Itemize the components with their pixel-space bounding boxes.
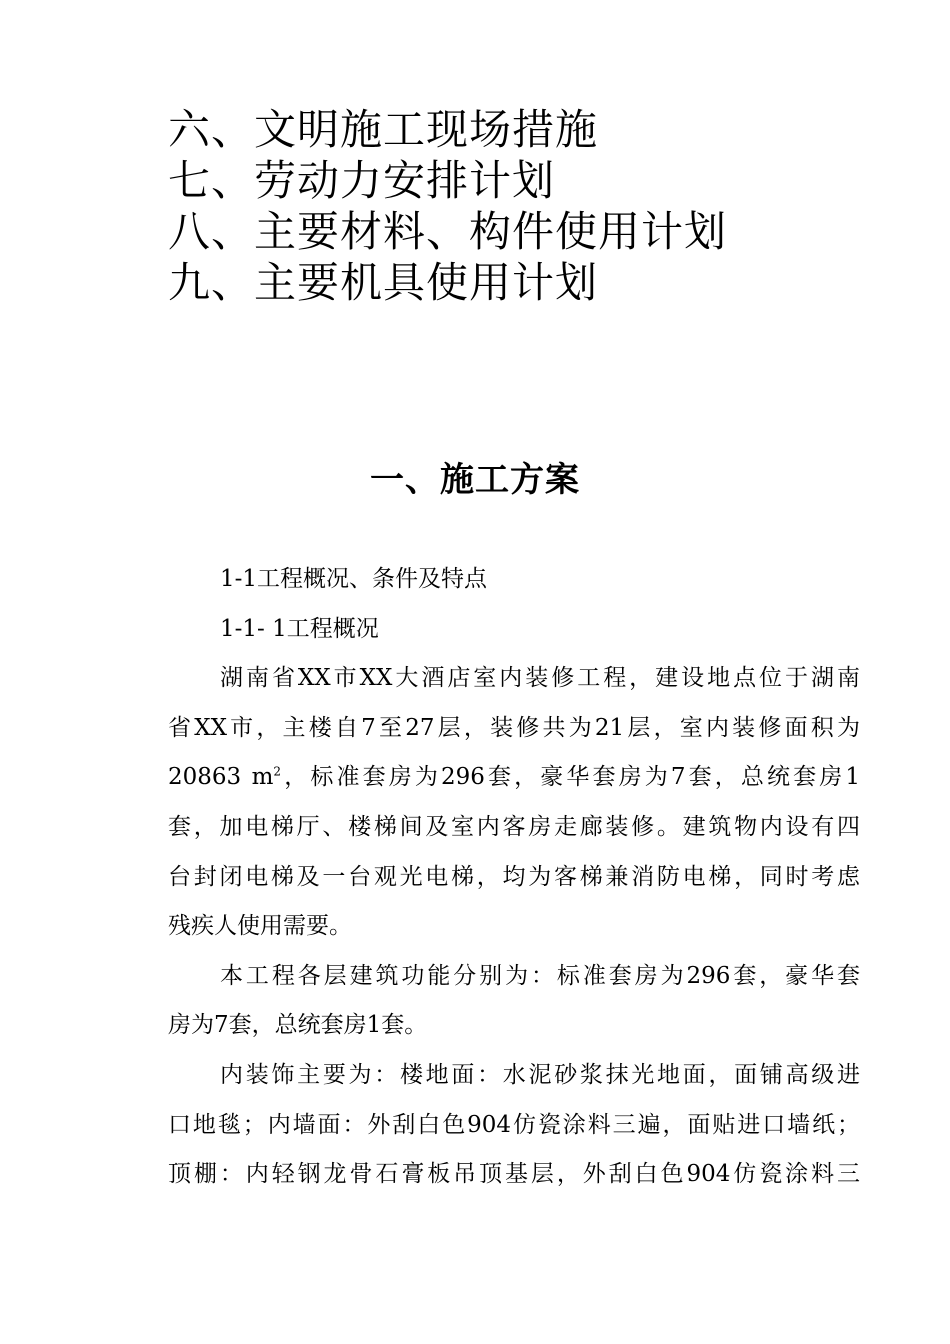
paragraph-line: 湖南省XX市XX大酒店室内装修工程，建设地点位于湖南 — [220, 665, 860, 692]
paragraph-line: 套，加电梯厅、楼梯间及室内客房走廊装修。建筑物内设有四 — [168, 813, 860, 840]
paragraph-line: 残疾人使用需要。 — [168, 913, 352, 940]
toc-item-7: 七、劳动力安排计划 — [168, 156, 556, 205]
room-counts-text: ，标准套房为296套，豪华套房为7套，总统套房1 — [281, 764, 860, 791]
paragraph-line: 顶棚：内轻钢龙骨石膏板吊顶基层，外刮白色904仿瓷涂料三 — [168, 1161, 860, 1188]
paragraph-project-description — [168, 654, 860, 952]
paragraph-line: 口地毯；内墙面：外刮白色904仿瓷涂料三遍，面贴进口墙纸； — [168, 1111, 860, 1138]
area-value: 20863 m — [168, 764, 274, 791]
table-of-contents — [168, 104, 868, 308]
toc-item-8: 八、主要材料、构件使用计划 — [168, 207, 728, 256]
paragraph-building-functions — [168, 952, 860, 1051]
toc-item-9: 九、主要机具使用计划 — [168, 258, 599, 307]
subheading-project-overview-conditions: 1-1工程概况、条件及特点 — [220, 566, 488, 592]
paragraph-line: 房为7套，总统套房1套。 — [168, 1012, 428, 1039]
paragraph-line: 台封闭电梯及一台观光电梯，均为客梯兼消防电梯，同时考虑 — [168, 863, 860, 890]
area-unit-superscript: 2 — [273, 764, 282, 779]
section-title: 一、施工方案 — [370, 460, 580, 500]
paragraph-line — [168, 753, 860, 803]
paragraph-line: 省XX市，主楼自7至27层，装修共为21层，室内装修面积为 — [168, 714, 860, 741]
paragraph-line: 内装饰主要为：楼地面：水泥砂浆抹光地面，面铺高级进 — [220, 1061, 860, 1088]
paragraph-line: 本工程各层建筑功能分别为：标准套房为296套，豪华套 — [220, 962, 860, 989]
subheading-project-overview: 1-1- 1工程概况 — [220, 615, 379, 642]
toc-item-6: 六、文明施工现场措施 — [168, 105, 599, 154]
document-body — [168, 555, 860, 1200]
paragraph-interior-decoration — [168, 1051, 860, 1200]
